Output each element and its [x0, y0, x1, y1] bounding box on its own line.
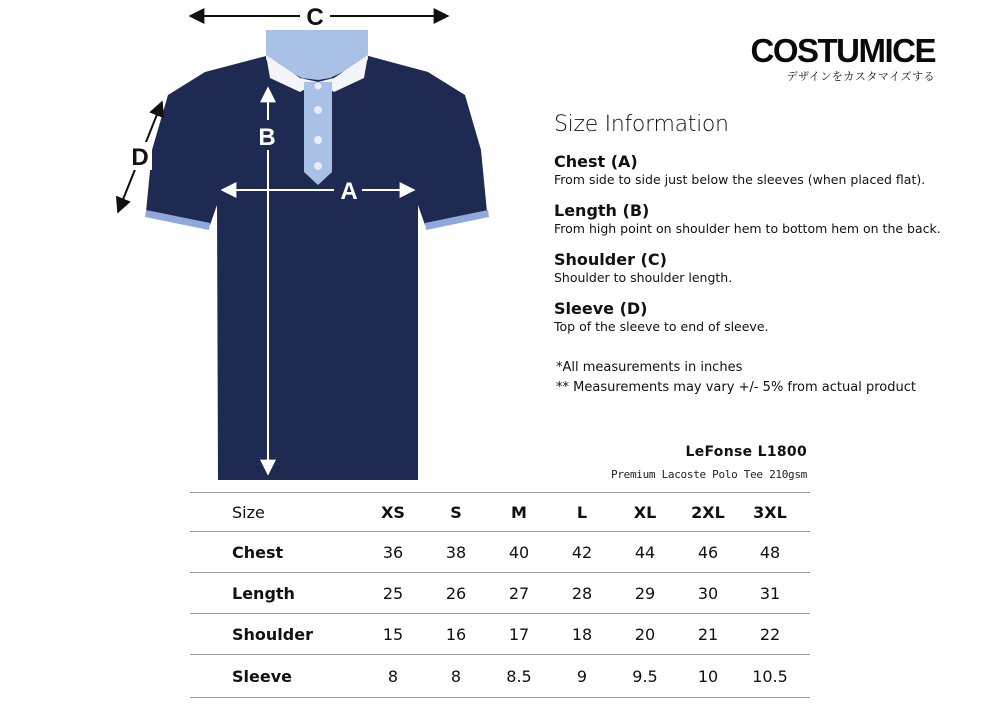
table-cell: 18: [571, 624, 593, 644]
section-title: Size Information: [554, 112, 729, 137]
table-cell: 25: [382, 583, 404, 603]
table-cell: 21: [697, 624, 719, 644]
table-cell: 29: [634, 583, 656, 603]
polo-shirt-diagram: [0, 0, 540, 500]
header-size-xl: XL: [633, 502, 657, 522]
header-size-m: M: [511, 502, 527, 522]
table-cell: 48: [759, 542, 781, 562]
product-name: LeFonse L1800: [685, 444, 807, 460]
definition-term: Chest (A): [554, 152, 638, 171]
table-cell: 9.5: [632, 666, 658, 686]
table-cell: 40: [508, 542, 530, 562]
table-cell: 44: [634, 542, 656, 562]
size-table: [190, 492, 810, 698]
dimension-c-label: C: [306, 4, 324, 31]
note-units: *All measurements in inches: [556, 360, 743, 375]
table-cell: 46: [697, 542, 719, 562]
table-row: [190, 532, 810, 573]
row-label: Sleeve: [232, 666, 292, 686]
table-cell: 17: [508, 624, 530, 644]
table-cell: 20: [634, 624, 656, 644]
table-cell: 8: [387, 666, 399, 686]
definition-desc: From high point on shoulder hem to bottom hem on the back.: [554, 221, 941, 236]
table-row: [190, 573, 810, 614]
brand-tagline: デザインをカスタマイズする: [786, 70, 935, 83]
definition-desc: Top of the sleeve to end of sleeve.: [554, 319, 769, 334]
brand-name: COSTUMICE: [750, 32, 935, 69]
definition-term: Shoulder (C): [554, 250, 667, 269]
table-cell: 9: [576, 666, 588, 686]
table-cell: 8: [450, 666, 462, 686]
header-size-label: Size: [232, 502, 265, 522]
dimension-b-label: B: [258, 124, 276, 151]
header-size-2xl: 2XL: [691, 502, 725, 522]
table-cell: 36: [382, 542, 404, 562]
table-cell: 15: [382, 624, 404, 644]
definition-length: [554, 201, 984, 237]
row-label: Length: [232, 583, 295, 603]
button: [315, 83, 322, 90]
table-cell: 38: [445, 542, 467, 562]
button: [314, 106, 322, 114]
table-cell: 31: [759, 583, 781, 603]
table-cell: 42: [571, 542, 593, 562]
table-cell: 27: [508, 583, 530, 603]
table-cell: 10: [697, 666, 719, 686]
table-cell: 8.5: [506, 666, 532, 686]
table-cell: 28: [571, 583, 593, 603]
dimension-a-label: A: [340, 178, 358, 205]
definition-chest: [554, 152, 984, 188]
table-cell: 16: [445, 624, 467, 644]
button: [314, 162, 322, 170]
row-label: Shoulder: [232, 624, 313, 644]
definition-term: Length (B): [554, 201, 650, 220]
table-cell: 26: [445, 583, 467, 603]
table-cell: 10.5: [752, 666, 788, 686]
dimension-d-label: D: [131, 144, 149, 171]
product-description: Premium Lacoste Polo Tee 210gsm: [611, 468, 807, 481]
table-cell: 22: [759, 624, 781, 644]
definition-shoulder: [554, 250, 984, 286]
header-size-s: S: [450, 502, 462, 522]
header-size-xs: XS: [381, 502, 405, 522]
table-header-row: [190, 492, 810, 532]
row-label: Chest: [232, 542, 284, 562]
table-row: [190, 655, 810, 698]
definition-term: Sleeve (D): [554, 299, 648, 318]
header-size-3xl: 3XL: [753, 502, 787, 522]
definition-desc: Shoulder to shoulder length.: [554, 270, 733, 285]
brand-logo: [735, 34, 935, 84]
button: [314, 136, 322, 144]
table-row: [190, 614, 810, 655]
note-variance: ** Measurements may vary +/- 5% from actual product: [556, 380, 916, 395]
definition-desc: From side to side just below the sleeves (when placed flat).: [554, 172, 926, 187]
table-cell: 30: [697, 583, 719, 603]
definition-sleeve: [554, 299, 984, 335]
header-size-l: L: [576, 502, 588, 522]
